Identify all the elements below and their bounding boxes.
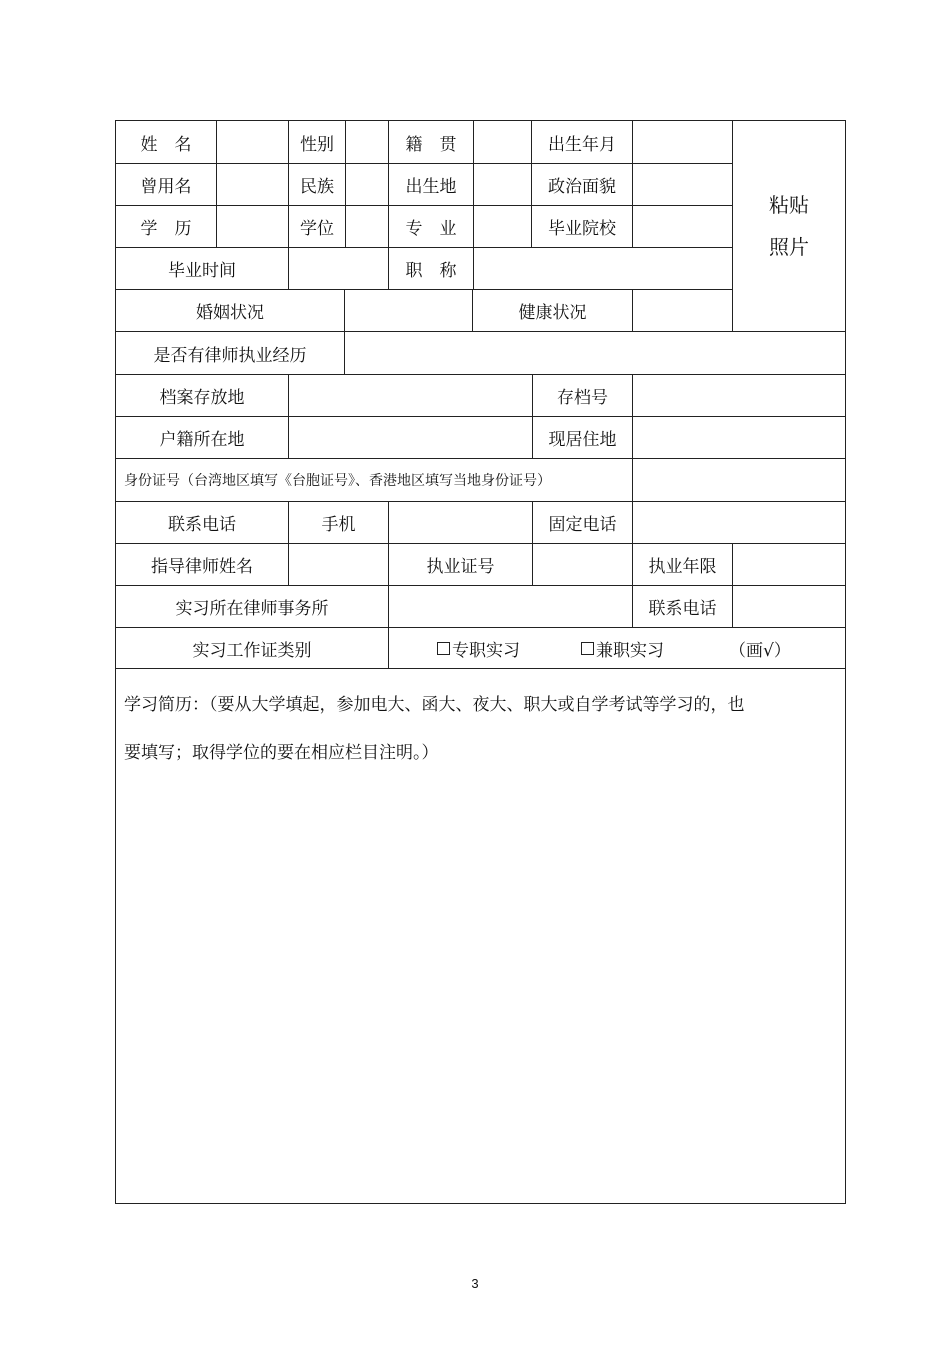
study-history-instruction-line1: 学习简历：（要从大学填起，参加电大、函大、夜大、职大或自学考试等学习的，也 — [124, 695, 745, 715]
graduation-time-field[interactable] — [289, 248, 389, 290]
political-status-field[interactable] — [633, 164, 733, 206]
current-residence-label: 现居住地 — [533, 417, 633, 459]
birth-date-label: 出生年月 — [532, 121, 633, 164]
education-field[interactable] — [217, 206, 289, 248]
firm-phone-field[interactable] — [733, 586, 845, 628]
landline-label: 固定电话 — [533, 502, 633, 544]
part-time-label: 兼职实习 — [596, 640, 664, 661]
birth-date-field[interactable] — [633, 121, 733, 164]
former-name-label: 曾用名 — [116, 164, 217, 206]
registration-form — [115, 120, 846, 1204]
archive-location-field[interactable] — [289, 375, 533, 417]
lawyer-experience-field[interactable] — [345, 332, 845, 375]
id-number-label: 身份证号（台湾地区填写《台胞证号》、香港地区填写当地身份证号） — [116, 459, 633, 502]
title-label: 职 称 — [389, 248, 474, 290]
gender-field[interactable] — [346, 121, 389, 164]
ethnicity-label: 民族 — [289, 164, 346, 206]
birthplace-field[interactable] — [474, 164, 532, 206]
health-status-label: 健康状况 — [473, 290, 633, 332]
firm-phone-label: 联系电话 — [633, 586, 733, 628]
study-history-instruction-line2: 要填写；取得学位的要在相应栏目注明。） — [124, 743, 439, 763]
part-time-checkbox[interactable] — [581, 642, 594, 655]
full-time-option[interactable] — [437, 636, 520, 661]
photo-area[interactable] — [733, 121, 845, 332]
full-time-checkbox[interactable] — [437, 642, 450, 655]
native-place-field[interactable] — [474, 121, 532, 164]
supervisor-name-field[interactable] — [289, 544, 389, 586]
name-field[interactable] — [217, 121, 289, 164]
major-label: 专 业 — [389, 206, 474, 248]
education-label: 学 历 — [116, 206, 217, 248]
graduate-school-field[interactable] — [633, 206, 733, 248]
health-status-field[interactable] — [633, 290, 733, 332]
page-number: 3 — [471, 1276, 479, 1291]
practice-years-field[interactable] — [733, 544, 845, 586]
graduate-school-label: 毕业院校 — [532, 206, 633, 248]
archive-number-field[interactable] — [633, 375, 845, 417]
id-number-field[interactable] — [633, 459, 845, 502]
law-firm-label: 实习所在律师事务所 — [116, 586, 389, 628]
household-location-field[interactable] — [289, 417, 533, 459]
law-firm-field[interactable] — [389, 586, 633, 628]
landline-field[interactable] — [633, 502, 845, 544]
practice-years-label: 执业年限 — [633, 544, 733, 586]
title-field[interactable] — [474, 248, 733, 290]
gender-label: 性别 — [289, 121, 346, 164]
full-time-label: 专职实习 — [452, 640, 520, 661]
supervisor-name-label: 指导律师姓名 — [116, 544, 289, 586]
internship-type-options — [389, 628, 845, 669]
lawyer-experience-label: 是否有律师执业经历 — [116, 332, 345, 375]
license-number-label: 执业证号 — [389, 544, 533, 586]
political-status-label: 政治面貌 — [532, 164, 633, 206]
internship-type-label: 实习工作证类别 — [116, 628, 389, 669]
current-residence-field[interactable] — [633, 417, 845, 459]
photo-label-line2: 照片 — [769, 235, 809, 259]
name-label: 姓 名 — [116, 121, 217, 164]
marital-status-field[interactable] — [345, 290, 473, 332]
marital-status-label: 婚姻状况 — [116, 290, 345, 332]
mobile-label: 手机 — [289, 502, 389, 544]
former-name-field[interactable] — [217, 164, 289, 206]
photo-label-line1: 粘贴 — [769, 193, 809, 217]
major-field[interactable] — [474, 206, 532, 248]
part-time-option[interactable] — [581, 636, 664, 661]
archive-location-label: 档案存放地 — [116, 375, 289, 417]
mobile-field[interactable] — [389, 502, 533, 544]
native-place-label: 籍 贯 — [389, 121, 474, 164]
ethnicity-field[interactable] — [346, 164, 389, 206]
check-mark-note: （画√） — [729, 640, 791, 661]
archive-number-label: 存档号 — [533, 375, 633, 417]
license-number-field[interactable] — [533, 544, 633, 586]
graduation-time-label: 毕业时间 — [116, 248, 289, 290]
degree-field[interactable] — [346, 206, 389, 248]
household-location-label: 户籍所在地 — [116, 417, 289, 459]
contact-phone-label: 联系电话 — [116, 502, 289, 544]
degree-label: 学位 — [289, 206, 346, 248]
birthplace-label: 出生地 — [389, 164, 474, 206]
study-history-field[interactable] — [116, 669, 845, 1203]
